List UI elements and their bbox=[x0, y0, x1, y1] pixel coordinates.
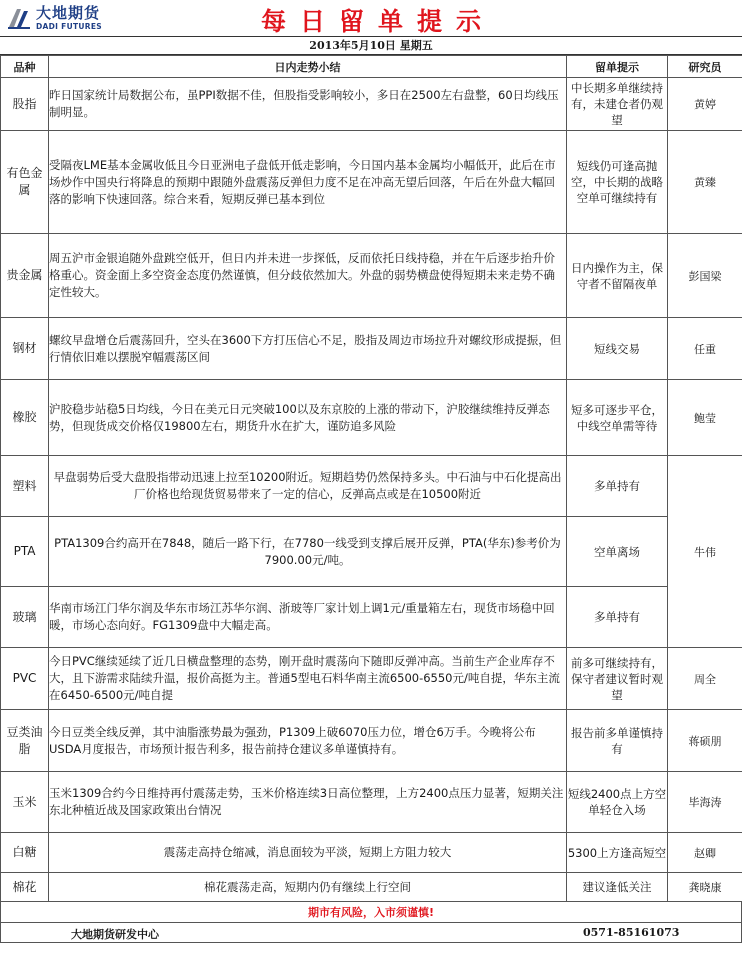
row-advice: 中长期多单继续持有，未建仓者仍观望 bbox=[567, 78, 668, 131]
row-researcher: 任重 bbox=[668, 318, 742, 380]
table-header-row bbox=[1, 56, 742, 78]
table-row bbox=[1, 318, 742, 380]
row-researcher: 周全 bbox=[668, 648, 742, 710]
column-header-category: 品种 bbox=[1, 56, 49, 78]
sheet-footer bbox=[0, 923, 742, 943]
row-summary: 螺纹早盘增仓后震荡回升，空头在3600下方打压信心不足，股指及周边市场拉升对螺纹形成提振，但行情依旧难以摆脱窄幅震荡区间 bbox=[49, 318, 567, 380]
row-researcher: 黄婷 bbox=[668, 78, 742, 131]
row-category: 股指 bbox=[1, 78, 49, 131]
row-summary: 震荡走高持仓缩减，消息面较为平淡，短期上方阻力较大 bbox=[49, 833, 567, 873]
row-advice: 短线仍可逢高抛空，中长期的战略空单可继续持有 bbox=[567, 131, 668, 234]
row-category: 豆类油脂 bbox=[1, 710, 49, 772]
row-category: 玻璃 bbox=[1, 587, 49, 648]
row-researcher: 赵卿 bbox=[668, 833, 742, 873]
row-advice: 建议逢低关注 bbox=[567, 873, 668, 902]
row-researcher: 蒋硕朋 bbox=[668, 710, 742, 772]
row-category: 玉米 bbox=[1, 772, 49, 833]
row-summary: 棉花震荡走高，短期内仍有继续上行空间 bbox=[49, 873, 567, 902]
sheet-header bbox=[0, 0, 742, 37]
row-summary: 今日豆类全线反弹，其中油脂涨势最为强劲，P1309上破6070压力位，增仓6万手。今晚将公布USDA月度报告，市场预计报告利多，报告前持仓建议多单谨慎持有。 bbox=[49, 710, 567, 772]
row-summary: 昨日国家统计局数据公布，虽PPI数据不佳，但股指受影响较小，多日在2500左右盘整，60日均线压制明显。 bbox=[49, 78, 567, 131]
row-category: 橡胶 bbox=[1, 380, 49, 456]
row-category: 贵金属 bbox=[1, 234, 49, 318]
row-category: 有色金属 bbox=[1, 131, 49, 234]
row-summary: 受隔夜LME基本金属收低且今日亚洲电子盘低开低走影响，今日国内基本金属均小幅低开，此后在市场炒作中国央行将降息的预期中跟随外盘震荡反弹但力度不足在冲高无望后回落，午后在外盘大幅回落的影响下快速回落。综合来看，短期反弹已基本到位 bbox=[49, 131, 567, 234]
risk-warning: 期市有风险，入市须谨慎! bbox=[0, 902, 742, 923]
row-advice: 多单持有 bbox=[567, 587, 668, 648]
row-summary: PTA1309合约高开在7848，随后一路下行，在7780一线受到支撑后展开反弹，PTA(华东)参考价为7900.00元/吨。 bbox=[49, 517, 567, 587]
row-category: PVC bbox=[1, 648, 49, 710]
table-row bbox=[1, 131, 742, 234]
row-researcher: 龚晓康 bbox=[668, 873, 742, 902]
table-row bbox=[1, 234, 742, 318]
row-advice: 报告前多单谨慎持有 bbox=[567, 710, 668, 772]
row-advice: 多单持有 bbox=[567, 456, 668, 517]
footer-org: 大地期货研发中心 bbox=[71, 928, 159, 941]
row-researcher: 黄臻 bbox=[668, 131, 742, 234]
row-advice: 前多可继续持有，保守者建议暂时观望 bbox=[567, 648, 668, 710]
table-row bbox=[1, 648, 742, 710]
table-row bbox=[1, 380, 742, 456]
table-row bbox=[1, 873, 742, 902]
column-header-summary: 日内走势小结 bbox=[49, 56, 567, 78]
logo-name-en: DADI FUTURES bbox=[36, 21, 102, 31]
row-category: 棉花 bbox=[1, 873, 49, 902]
row-advice: 日内操作为主，保守者不留隔夜单 bbox=[567, 234, 668, 318]
row-researcher: 彭国梁 bbox=[668, 234, 742, 318]
page-title: 每日留单提示 bbox=[260, 7, 495, 36]
row-summary: 沪胶稳步站稳5日均线，今日在美元日元突破100以及东京胶的上涨的带动下，沪胶继续维持反弹态势，但现货成交价格仅19800左右，期货升水在扩大，谨防追多风险 bbox=[49, 380, 567, 456]
row-category: 钢材 bbox=[1, 318, 49, 380]
row-summary: 玉米1309合约今日维持再付震荡走势，玉米价格连续3日高位整理，上方2400点压力显著，短期关注东北种植近战及国家政策出台情况 bbox=[49, 772, 567, 833]
row-advice: 短线2400点上方空单轻仓入场 bbox=[567, 772, 668, 833]
table-row bbox=[1, 587, 742, 648]
table-row bbox=[1, 456, 742, 517]
row-advice: 短线交易 bbox=[567, 318, 668, 380]
row-category: 白糖 bbox=[1, 833, 49, 873]
row-summary: 早盘弱势后受大盘股指带动迅速上拉至10200附近。短期趋势仍然保持多头。中石油与中石化提高出厂价格也给现货贸易带来了一定的信心，反弹高点或是在10500附近 bbox=[49, 456, 567, 517]
column-header-researcher: 研究员 bbox=[668, 56, 742, 78]
row-advice: 5300上方逢高短空 bbox=[567, 833, 668, 873]
table-row bbox=[1, 517, 742, 587]
report-date: 2013年5月10日 星期五 bbox=[0, 37, 742, 55]
row-summary: 周五沪市金银追随外盘跳空低开，但日内并未进一步探低，反而依托日线持稳，并在午后逐步抬升价格重心。资金面上多空资金态度仍然谨慎，但分歧依然加大。外盘的弱势横盘使得短期未来走势不确定性较大。 bbox=[49, 234, 567, 318]
row-researcher: 鲍莹 bbox=[668, 380, 742, 456]
table-row bbox=[1, 78, 742, 131]
table-row bbox=[1, 833, 742, 873]
logo-name-cn: 大地期货 bbox=[36, 3, 101, 22]
row-advice: 空单离场 bbox=[567, 517, 668, 587]
column-header-advice: 留单提示 bbox=[567, 56, 668, 78]
row-researcher-shared: 牛伟 bbox=[668, 456, 742, 648]
position-table bbox=[0, 55, 742, 902]
row-summary: 华南市场江门华尔润及华东市场江苏华尔润、浙玻等厂家计划上调1元/重量箱左右，现货市场稳中回暖，市场心态向好。FG1309盘中大幅走高。 bbox=[49, 587, 567, 648]
table-row bbox=[1, 710, 742, 772]
row-category: 塑料 bbox=[1, 456, 49, 517]
footer-phone: 0571-85161073 bbox=[583, 926, 680, 939]
row-category: PTA bbox=[1, 517, 49, 587]
row-summary: 今日PVC继续延续了近几日横盘整理的态势，刚开盘时震荡向下随即反弹冲高。当前生产企业库存不大，且下游需求陆续升温，报价高挺为主。普通5型电石料华南主流6500-6550元/吨自提，华东主流在6450-6500元/吨自提 bbox=[49, 648, 567, 710]
row-researcher: 毕海涛 bbox=[668, 772, 742, 833]
row-advice: 短多可逐步平仓，中线空单需等待 bbox=[567, 380, 668, 456]
table-row bbox=[1, 772, 742, 833]
